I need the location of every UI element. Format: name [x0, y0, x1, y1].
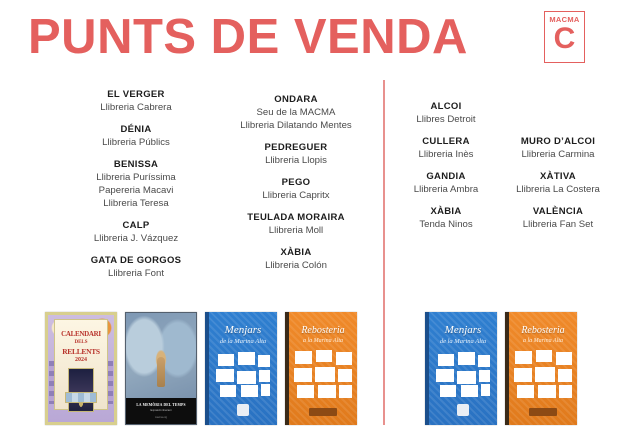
- book-cover-row-left: [45, 312, 357, 425]
- shop-name: Llibreria Teresa: [103, 198, 169, 209]
- rebosteria-title: Rebosteria: [301, 325, 345, 336]
- shop-name: Llibreria Colón: [265, 260, 327, 271]
- book-cover-memoria-del-temps: [125, 312, 197, 425]
- town-name: TEULADA MORAIRA: [247, 212, 345, 223]
- memoria-title-band: [126, 398, 196, 424]
- town-name: DÉNIA: [120, 124, 152, 135]
- book-cover-rebosteria: [285, 312, 357, 425]
- book-cover-menjars: [425, 312, 497, 425]
- menjars-photo-collage: [216, 352, 270, 398]
- calendar-frame: [54, 319, 108, 410]
- point-of-sale-entry: [484, 170, 632, 196]
- calendar-illustration: [68, 368, 94, 412]
- rebosteria-subtitle: a la Marina Alta: [302, 338, 344, 344]
- shop-name: Llibreria Capritx: [262, 190, 330, 201]
- shop-name: Llibreria Públics: [102, 137, 170, 148]
- point-of-sale-entry: [56, 219, 216, 245]
- shop-name: Papereria Macavi: [98, 185, 174, 196]
- vertical-divider: [383, 80, 385, 425]
- shop-name: Llibreria Llopis: [265, 155, 327, 166]
- menjars-photo-collage: [436, 352, 490, 398]
- town-name: EL VERGER: [107, 89, 165, 100]
- book-cover-list-left: [45, 312, 357, 425]
- shop-name: Llibres Detroit: [416, 114, 476, 125]
- page-header: [0, 0, 634, 78]
- rebosteria-publisher-logo: [529, 408, 557, 416]
- town-name: VALÈNCIA: [532, 206, 584, 217]
- shop-name: Llibreria Moll: [268, 225, 324, 236]
- shop-name: Llibreria Dilatando Mentes: [240, 120, 352, 131]
- shop-name: Llibreria Carmina: [521, 149, 595, 160]
- menjars-title: Menjars: [444, 324, 482, 336]
- calendar-title-line1: CALENDARI: [61, 330, 101, 338]
- point-of-sale-entry: [212, 246, 380, 272]
- menjars-subtitle: de la Marina Alta: [219, 338, 267, 345]
- point-of-sale-entry: [56, 254, 216, 280]
- menjars-publisher-logo: [237, 404, 249, 416]
- point-of-sale-entry: [212, 211, 380, 237]
- page-title: PUNTS DE VENDA: [28, 10, 468, 64]
- book-cover-row-right: [425, 312, 577, 425]
- point-of-sale-entry: [212, 176, 380, 202]
- shop-name: Llibreria J. Vázquez: [93, 233, 179, 244]
- shop-name: Llibreria Puríssima: [96, 172, 176, 183]
- memoria-title: LA MEMÒRIA DEL TEMPS: [136, 403, 186, 407]
- calendar-title-line2: DELS: [74, 340, 88, 345]
- memoria-footer: macma.org: [155, 416, 167, 419]
- town-name: CULLERA: [422, 136, 470, 147]
- calendar-title-line3: RELLENTS: [62, 347, 100, 356]
- menjars-subtitle: de la Marina Alta: [439, 338, 487, 345]
- calendar-month-strip: [65, 392, 97, 403]
- shop-name: Llibreria Fan Set: [522, 219, 594, 230]
- macma-wordmark-text: MACMA: [549, 15, 580, 24]
- rebosteria-title: Rebosteria: [521, 325, 565, 336]
- town-name: BENISSA: [113, 159, 159, 170]
- shop-name: Llibreria Font: [108, 268, 164, 279]
- shop-name: Llibreria Cabrera: [100, 102, 172, 113]
- macma-logo: [544, 11, 585, 63]
- menjars-title: Menjars: [224, 324, 262, 336]
- town-name: XÀBIA: [430, 206, 462, 217]
- rebosteria-publisher-logo: [309, 408, 337, 416]
- town-name: GATA DE GORGOS: [90, 255, 182, 266]
- town-name: CALP: [122, 220, 150, 231]
- town-name: PEGO: [281, 177, 311, 188]
- shop-name: Seu de la MACMA: [256, 107, 336, 118]
- rebosteria-photo-collage: [514, 350, 572, 400]
- town-name: XÀBIA: [280, 247, 312, 258]
- shop-name: Llibreria Ambra: [413, 184, 479, 195]
- town-name: PEDREGUER: [264, 142, 328, 153]
- point-of-sale-entry: [391, 100, 501, 126]
- town-name: ONDARA: [274, 94, 318, 105]
- rebosteria-photo-collage: [294, 350, 352, 400]
- point-of-sale-entry: [56, 123, 216, 149]
- point-of-sale-entry: [484, 135, 632, 161]
- memoria-figure: [157, 357, 165, 387]
- point-of-sale-entry: [212, 93, 380, 132]
- points-of-sale-column-1: [56, 88, 216, 289]
- point-of-sale-entry: [56, 88, 216, 114]
- book-cover-menjars: [205, 312, 277, 425]
- menjars-publisher-logo: [457, 404, 469, 416]
- points-of-sale-column-4: [484, 135, 632, 240]
- point-of-sale-entry: [56, 158, 216, 210]
- rebosteria-subtitle: a la Marina Alta: [522, 338, 564, 344]
- book-cover-calendar: [45, 312, 117, 425]
- shop-name: Llibreria La Costera: [516, 184, 600, 195]
- town-name: ALCOI: [430, 101, 462, 112]
- book-cover-rebosteria: [505, 312, 577, 425]
- macma-logo-letter: C: [553, 22, 576, 55]
- shop-name: Tenda Ninos: [419, 219, 473, 230]
- point-of-sale-entry: [484, 205, 632, 231]
- memoria-subtitle: Exposició itinerant: [150, 409, 172, 412]
- calendar-title-line4: 2024: [75, 357, 87, 363]
- town-name: MURO D’ALCOI: [520, 136, 596, 147]
- point-of-sale-entry: [212, 141, 380, 167]
- town-name: GANDIA: [426, 171, 466, 182]
- book-cover-list-right: [425, 312, 577, 425]
- town-name: XÀTIVA: [540, 171, 576, 182]
- points-of-sale-column-2: [212, 93, 380, 281]
- shop-name: Llibreria Inès: [418, 149, 474, 160]
